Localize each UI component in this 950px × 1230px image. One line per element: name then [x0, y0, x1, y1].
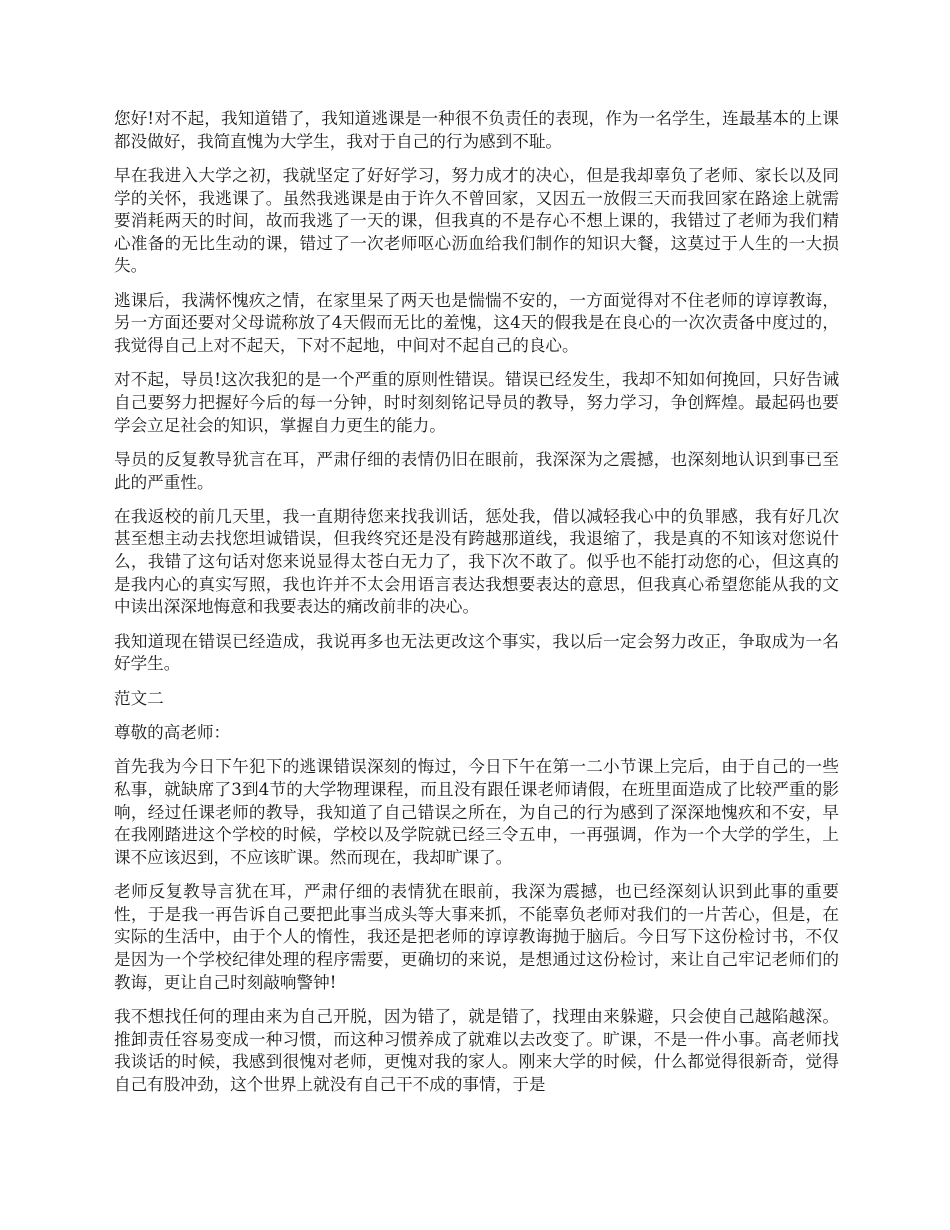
paragraph-after-skipping: 逃课后，我满怀愧疚之情，在家里呆了两天也是惴惴不安的，一方面觉得对不住老师的谆谆教诲，另一方面还要对父母谎称放了4天假而无比的羞愧，这4天的假我是在良心的一次次责备中度过的，我觉得自己上对不起天，下对不起地，中间对不起自己的良心。 [114, 290, 839, 355]
paragraph-no-excuses: 我不想找任何的理由来为自己开脱，因为错了，就是错了，找理由来躲避，只会使自己越陷越深。推卸责任容易变成一种习惯，而这种习惯养成了就难以去改变了。旷课，不是一件小事。高老师找我谈话的时候，我感到很愧对老师，更愧对我的家人。刚来大学的时候，什么都觉得很新奇，觉得自己有股冲劲，这个世界上就没有自己干不成的事情，于是 [114, 1006, 839, 1094]
section-heading-sample-two: 范文二 [114, 688, 164, 708]
paragraph-apology-intro: 您好!对不起，我知道错了，我知道逃课是一种很不负责任的表现，作为一名学生，连最基本的上课都没做好，我简直愧为大学生，我对于自己的行为感到不耻。 [114, 109, 839, 151]
paragraph-repentance: 首先我为今日下午犯下的逃课错误深刻的悔过，今日下午在第一二小节课上完后，由于自己的一些私事，就缺席了3到4节的大学物理课程，而且没有跟任课老师请假，在班里面造成了比较严重的影响，经过任课老师的教导，我知道了自己错误之所在，为自己的行为感到了深深地愧疚和不安，早在我刚踏进这个学校的时候，学校以及学院就已经三令五申，一再强调，作为一个大学的学生，上课不应该迟到，不应该旷课。然而现在，我却旷课了。 [114, 757, 839, 867]
paragraph-before-return: 在我返校的前几天里，我一直期待您来找我训话，惩处我，借以减轻我心中的负罪感，我有好几次甚至想主动去找您坦诚错误，但我终究还是没有跨越那道线，我退缩了，我是真的不知该对您说什么，我错了这句话对您来说显得太苍白无力了，我下次不敢了。似乎也不能打动您的心，但这真的是我内心的真实写照，我也许并不太会用语言表达我想要表达的意思，但我真心希望您能从我的文中读出深深地悔意和我要表达的痛改前非的决心。 [114, 506, 839, 617]
paragraph-promise: 我知道现在错误已经造成，我说再多也无法更改这个事实，我以后一定会努力改正，争取成为一名好学生。 [114, 631, 839, 674]
paragraph-college-start: 早在我进入大学之初，我就坚定了好好学习，努力成才的决心，但是我却辜负了老师、家长以及同学的关怀，我逃课了。虽然我逃课是由于许久不曾回家，又因五一放假三天而我回家在路途上就需要消耗两天的时间，故而我逃了一天的课，但我真的不是存心不想上课的，我错过了老师为我们精心准备的无比生动的课，错过了一次老师呕心沥血给我们制作的知识大餐，这莫过于人生的一大损失。 [114, 165, 839, 276]
paragraph-sorry-counselor: 对不起，导员!这次我犯的是一个严重的原则性错误。错误已经发生，我却不知如何挽回，只好告诫自己要努力把握好今后的每一分钟，时时刻刻铭记导员的教导，努力学习，争创辉煌。最起码也要学会立足社会的知识，掌握自力更生的能力。 [114, 370, 839, 435]
document-body [114, 108, 839, 1108]
paragraph-counselor-teaching: 导员的反复教导犹言在耳，严肃仔细的表情仍旧在眼前，我深深为之震撼，也深刻地认识到事已至此的严重性。 [114, 449, 839, 492]
salutation: 尊敬的高老师： [114, 723, 231, 743]
paragraph-teacher-teaching: 老师反复教导言犹在耳，严肃仔细的表情犹在眼前，我深为震撼，也已经深刻认识到此事的重要性，于是我一再告诉自己要把此事当成头等大事来抓，不能辜负老师对我们的一片苦心，但是，在实际的生活中，由于个人的惰性，我还是把老师的谆谆教诲抛于脑后。今日写下这份检讨书，不仅是因为一个学校纪律处理的程序需要，更确切的来说，是想通过这份检讨，来让自己牢记老师们的教诲，更让自己时刻敲响警钟! [114, 882, 839, 992]
